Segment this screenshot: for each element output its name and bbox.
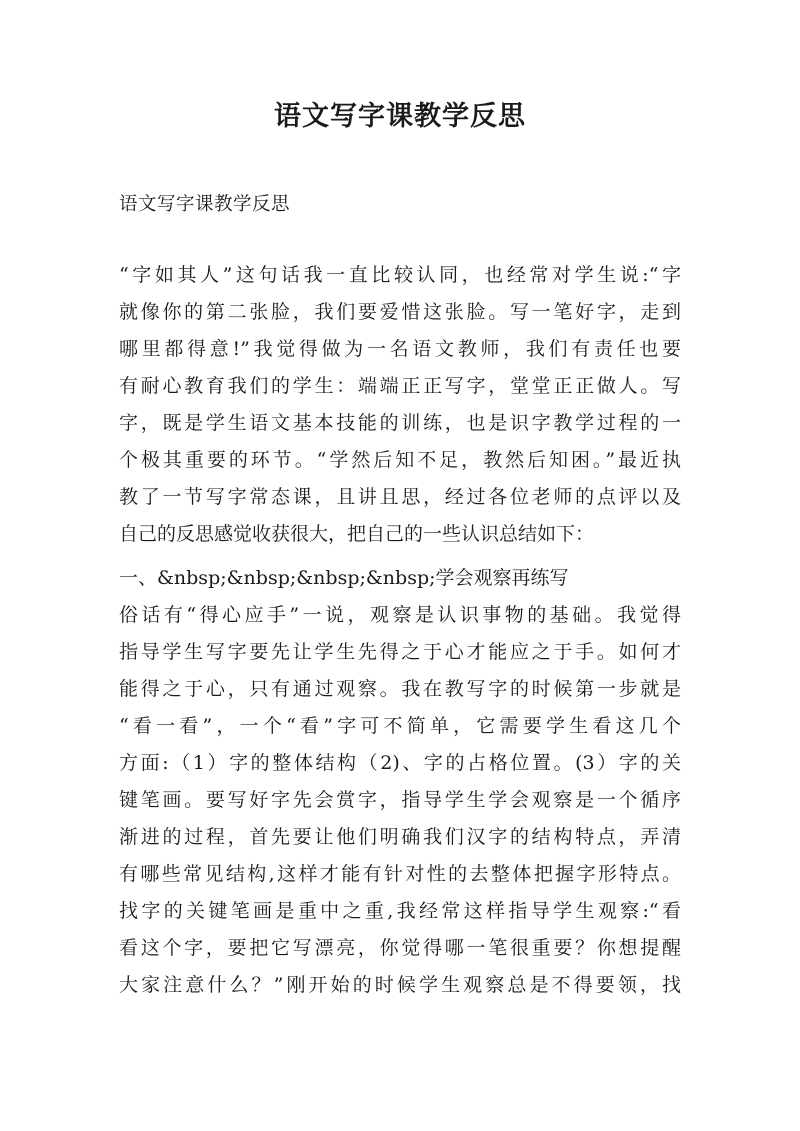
body-line: 俗话有“得心应手”一说，观察是认识事物的基础。我觉得 <box>119 604 681 626</box>
body-line: 渐进的过程，首先要让他们明确我们汉字的结构特点，弄清 <box>119 826 681 848</box>
body-line: 看这个字，要把它写漂亮，你觉得哪一笔很重要？你想提醒 <box>119 937 681 959</box>
section-heading: 一、&nbsp;&nbsp;&nbsp;&nbsp;学会观察再练写 <box>119 567 569 589</box>
body-line: 自己的反思感觉收获很大，把自己的一些认识总结如下： <box>119 523 595 545</box>
body-line: 方面:（1）字的整体结构（2)、字的占格位置。(3）字的关 <box>119 752 681 774</box>
body-line: 键笔画。要写好字先会赏字，指导学生学会观察是一个循序 <box>119 789 681 811</box>
body-line: 指导学生写字要先让学生先得之于心才能应之于手。如何才 <box>119 641 681 663</box>
document-subtitle: 语文写字课教学反思 <box>119 194 291 215</box>
document-title: 语文写字课教学反思 <box>274 101 526 132</box>
body-line: 哪里都得意!”我觉得做为一名语文教师，我们有责任也要 <box>119 338 681 360</box>
body-line: 字，既是学生语文基本技能的训练，也是识字教学过程的一 <box>119 412 681 434</box>
body-line: 就像你的第二张脸，我们要爱惜这张脸。写一笔好字，走到 <box>119 301 681 323</box>
body-line: 有哪些常见结构,这样才能有针对性的去整体把握字形特点。 <box>119 863 681 885</box>
body-line: “字如其人”这句话我一直比较认同，也经常对学生说:“字 <box>119 264 681 286</box>
body-line: 有耐心教育我们的学生：端端正正写字，堂堂正正做人。写 <box>119 375 681 397</box>
body-line: 大家注意什么？”刚开始的时候学生观察总是不得要领，找 <box>119 974 681 996</box>
body-line: 教了一节写字常态课，且讲且思，经过各位老师的点评以及 <box>119 486 681 508</box>
body-line: 个极其重要的环节。“学然后知不足，教然后知困。”最近执 <box>119 449 681 471</box>
body-line: 找字的关键笔画是重中之重,我经常这样指导学生观察:“看 <box>119 900 681 922</box>
body-line: 能得之于心，只有通过观察。我在教写字的时候第一步就是 <box>119 678 681 700</box>
body-line: “看一看”，一个“看”字可不简单，它需要学生看这几个 <box>119 715 681 737</box>
